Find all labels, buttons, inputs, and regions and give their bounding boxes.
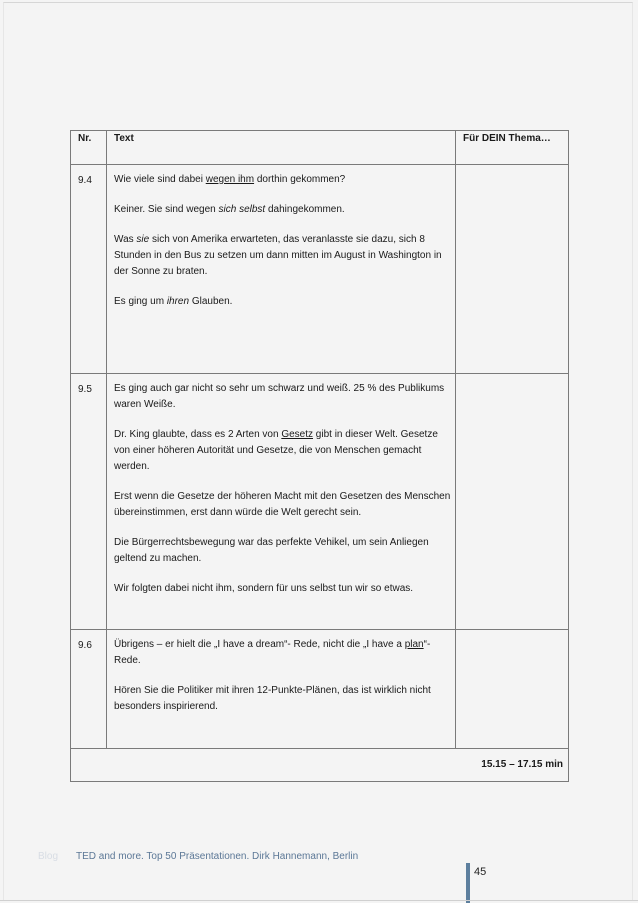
text-paragraph: Die Bürgerrechtsbewegung war das perfekte Vehikel, um sein Anliegen geltend zu machen.	[114, 537, 429, 564]
footer-title: TED and more. Top 50 Präsentationen. Dirk Hannemann, Berlin	[76, 851, 359, 862]
page-number: 45	[474, 866, 487, 878]
header-nr: Nr.	[71, 131, 107, 165]
text-paragraph: Es ging um ihren Glauben.	[114, 296, 233, 307]
row-number: 9.6	[71, 630, 107, 749]
header-text: Text	[107, 131, 456, 165]
text-paragraph: Erst wenn die Gesetze der höheren Macht mit den Gesetzen des Menschen übereinstimmen, erst dann würde die Welt gerecht sein.	[114, 491, 451, 518]
row-text	[107, 165, 456, 374]
row-text	[107, 630, 456, 749]
text-paragraph: Was sie sich von Amerika erwarteten, das veranlasste sie dazu, sich 8 Stunden in den Bus zu setzen um dann mitten im August in Washington in der Sonne zu braten.	[114, 234, 442, 277]
page-number-accent-bar	[466, 863, 470, 903]
page-bottom-edge	[0, 900, 638, 901]
text-paragraph: Dr. King glaubte, dass es 2 Arten von Gesetz gibt in dieser Welt. Gesetze von einer höheren Autorität und Gesetze, die von Menschen gemacht werden.	[114, 429, 438, 472]
text-paragraph: Übrigens – er hielt die „I have a dream“- Rede, nicht die „I have a plan“-Rede.	[114, 639, 431, 666]
table-row	[71, 165, 569, 374]
text-paragraph: Wir folgten dabei nicht ihm, sondern für uns selbst tun wir so etwas.	[114, 583, 414, 594]
time-range-row	[71, 749, 569, 782]
row-number: 9.5	[71, 374, 107, 630]
row-theme-cell	[456, 374, 569, 630]
table-row	[71, 374, 569, 630]
row-theme-cell	[456, 630, 569, 749]
header-theme: Für DEIN Thema…	[456, 131, 569, 165]
table-row	[71, 630, 569, 749]
row-theme-cell	[456, 165, 569, 374]
row-text	[107, 374, 456, 630]
text-paragraph: Wie viele sind dabei wegen ihm dorthin gekommen?	[114, 174, 346, 185]
table-header-row	[71, 131, 569, 165]
text-paragraph: Keiner. Sie sind wegen sich selbst dahingekommen.	[114, 204, 345, 215]
row-number: 9.4	[71, 165, 107, 374]
content-table	[70, 130, 569, 782]
text-paragraph: Es ging auch gar nicht so sehr um schwarz und weiß. 25 % des Publikums waren Weiße.	[114, 383, 445, 410]
time-range: 15.15 – 17.15 min	[71, 749, 569, 782]
footer-blog-label: Blog	[38, 851, 59, 862]
text-paragraph: Hören Sie die Politiker mit ihren 12-Punkte-Plänen, das ist wirklich nicht besonders inspirierend.	[114, 685, 431, 712]
